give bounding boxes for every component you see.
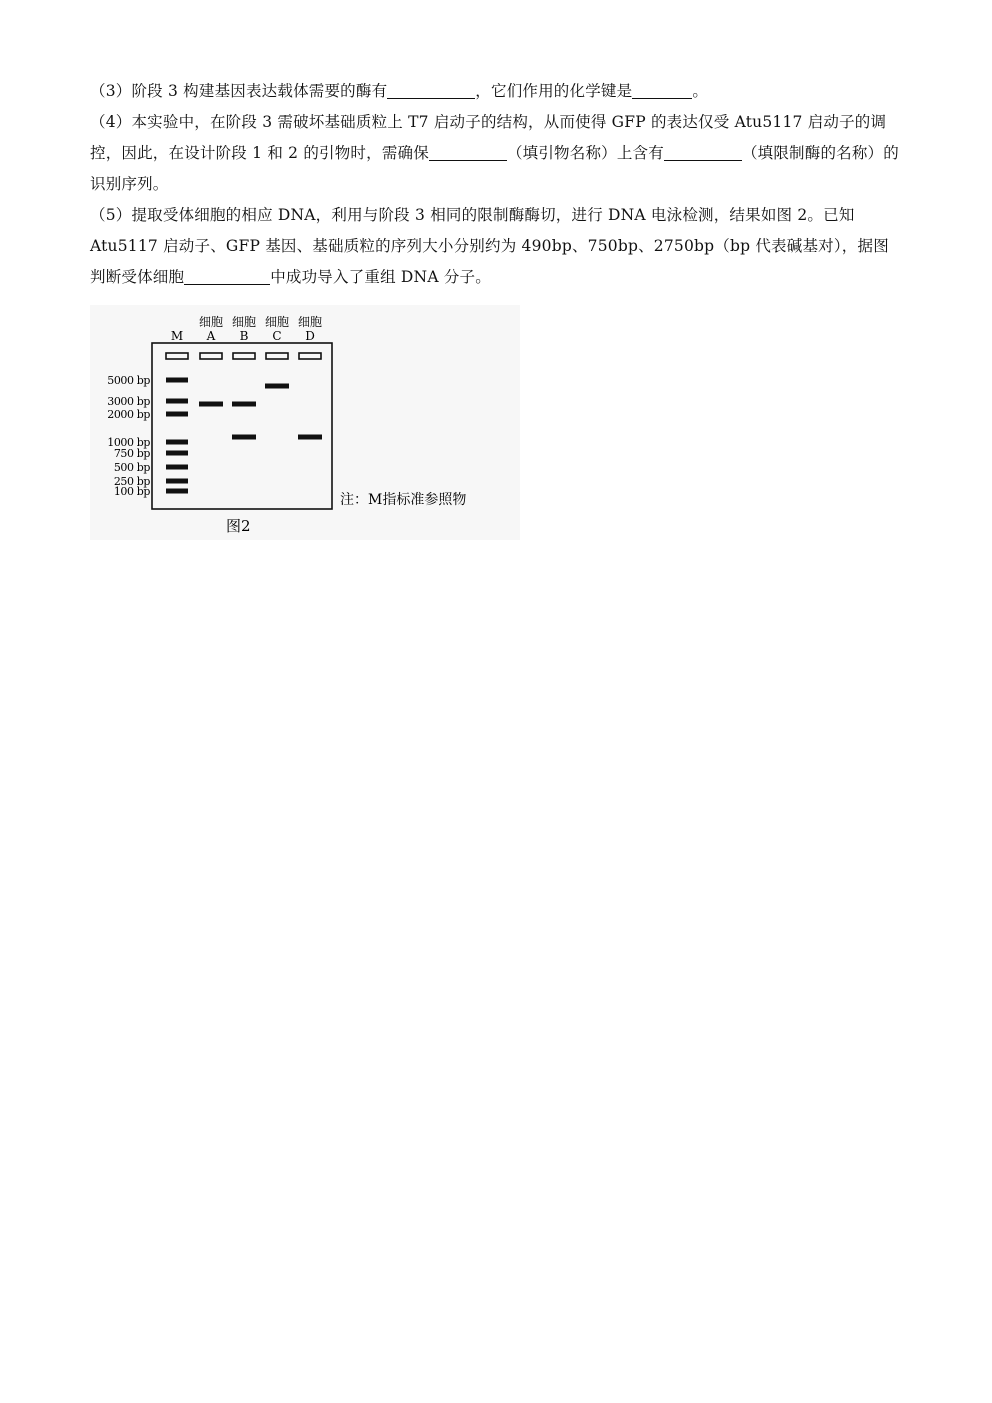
answer-blank[interactable] bbox=[429, 142, 507, 161]
lane-top-label: 细胞 bbox=[264, 315, 290, 329]
sample-band-b bbox=[232, 402, 256, 407]
sample-band-b bbox=[232, 435, 256, 440]
question-text: （填限制酶的名称）的识别序列。 bbox=[90, 144, 899, 193]
gel-electrophoresis-diagram bbox=[90, 305, 520, 540]
marker-band bbox=[166, 412, 188, 417]
marker-size-label: 1000 bp bbox=[107, 436, 150, 449]
question-text: 。 bbox=[692, 82, 709, 100]
marker-band bbox=[166, 479, 188, 484]
question-number: （3） bbox=[90, 82, 132, 100]
lane-top-label: 细胞 bbox=[231, 315, 257, 329]
marker-band bbox=[166, 440, 188, 445]
marker-band bbox=[166, 451, 188, 456]
marker-band bbox=[166, 465, 188, 470]
marker-band bbox=[166, 378, 188, 383]
lane-bottom-label: D bbox=[305, 329, 315, 343]
lane-top-label: 细胞 bbox=[198, 315, 224, 329]
lane-bottom-label: A bbox=[206, 329, 216, 343]
answer-blank[interactable] bbox=[632, 80, 692, 99]
question-text: 提取受体细胞的相应 DNA，利用与阶段 3 相同的限制酶酶切，进行 DNA 电泳检测，结果如图 2。已知 Atu5117 启动子、GFP 基因、基础质粒的序列大小分别约为 490bp、750bp、2750bp（bp 代表碱基对），据图判断受体细胞 bbox=[90, 206, 889, 286]
gel-figure bbox=[90, 305, 520, 540]
question-4 bbox=[90, 107, 902, 200]
marker-size-label: 250 bp bbox=[113, 475, 150, 488]
marker-size-label: 500 bp bbox=[113, 461, 150, 474]
marker-size-label: 100 bp bbox=[113, 485, 150, 498]
question-5 bbox=[90, 200, 902, 293]
sample-band-a bbox=[199, 402, 223, 407]
sample-band-d bbox=[298, 435, 322, 440]
answer-blank[interactable] bbox=[387, 80, 475, 99]
answer-blank[interactable] bbox=[184, 266, 270, 285]
marker-size-label: 750 bp bbox=[113, 447, 150, 460]
lane-bottom-label: B bbox=[239, 329, 249, 343]
question-text: 本实验中，在阶段 3 需破坏基础质粒上 T7 启动子的结构，从而使得 GFP 的表达仅受 Atu5117 启动子的调控，因此，在设计阶段 1 和 2 的引物时，需确保 bbox=[90, 113, 887, 162]
question-3 bbox=[90, 76, 902, 107]
question-text: ，它们作用的化学键是 bbox=[475, 82, 633, 100]
question-number: （5） bbox=[90, 206, 132, 224]
question-text: （填引物名称）上含有 bbox=[506, 144, 664, 162]
lane-bottom-label: M bbox=[170, 329, 184, 343]
marker-size-label: 2000 bp bbox=[107, 408, 150, 421]
question-text: 阶段 3 构建基因表达载体需要的酶有 bbox=[131, 82, 388, 100]
figure-caption: 图2 bbox=[226, 517, 251, 535]
lane-top-label: 细胞 bbox=[297, 315, 323, 329]
marker-band bbox=[166, 489, 188, 494]
marker-band bbox=[166, 399, 188, 404]
marker-size-label: 3000 bp bbox=[107, 395, 150, 408]
figure-note: 注：M指标准参照物 bbox=[340, 492, 467, 508]
question-text: 中成功导入了重组 DNA 分子。 bbox=[270, 268, 491, 286]
lane-bottom-label: C bbox=[272, 329, 282, 343]
question-number: （4） bbox=[90, 113, 132, 131]
answer-blank[interactable] bbox=[664, 142, 742, 161]
marker-size-label: 5000 bp bbox=[107, 374, 150, 387]
sample-band-c bbox=[265, 384, 289, 389]
